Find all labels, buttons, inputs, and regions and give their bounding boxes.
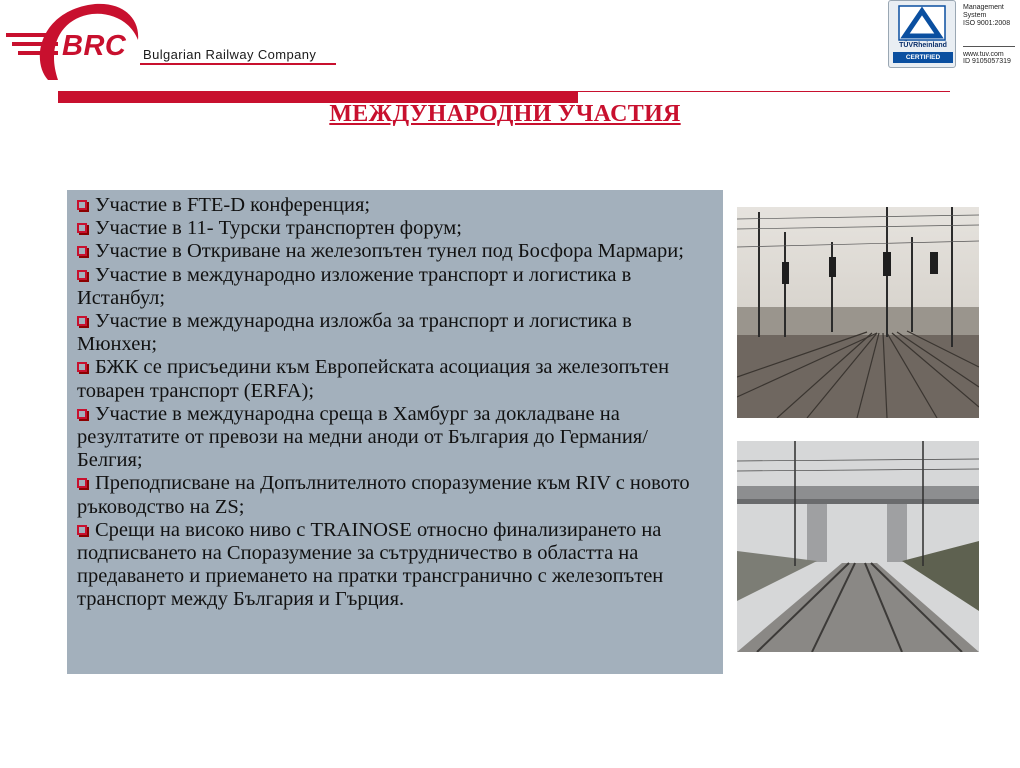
checkbox-bullet-icon <box>77 525 87 535</box>
cert-id: ID 9105057319 <box>963 58 1011 65</box>
list-item-text: Преподписване на Допълнителното споразумение към RIV с новото ръководство на ZS; <box>77 472 690 518</box>
cert-divider <box>963 46 1015 47</box>
list-item <box>77 217 713 240</box>
cert-line-2: System <box>963 12 987 19</box>
list-item <box>77 356 713 402</box>
header-divider-thin <box>578 91 950 92</box>
checkbox-bullet-icon <box>77 478 87 488</box>
list-item <box>77 194 713 217</box>
content-panel <box>67 190 723 674</box>
brc-logo <box>0 0 345 88</box>
list-item <box>77 240 713 263</box>
cert-line-1: Management <box>963 4 1004 11</box>
list-item-text: Участие в международно изложение транспорт и логистика в Истанбул; <box>77 263 632 309</box>
list-item <box>77 264 713 310</box>
list-item-text: Участие в FTE-D конференция; <box>95 194 371 216</box>
brc-swoosh-icon <box>0 0 345 88</box>
logo-wordmark: BRC <box>62 30 127 62</box>
cert-certified-label: CERTIFIED <box>893 52 953 63</box>
list-item <box>77 403 713 473</box>
checkbox-bullet-icon <box>77 362 87 372</box>
list-item <box>77 310 713 356</box>
list-item <box>77 519 713 612</box>
checkbox-bullet-icon <box>77 270 87 280</box>
cert-url: www.tuv.com <box>963 51 1004 58</box>
list-item-text: Участие в 11- Турски транспортен форум; <box>95 217 462 240</box>
cert-line-3: ISO 9001:2008 <box>963 20 1011 27</box>
certification-badge <box>888 0 1020 70</box>
checkbox-bullet-icon <box>77 409 87 419</box>
checkbox-bullet-icon <box>77 246 87 256</box>
page-title: МЕЖДУНАРОДНИ УЧАСТИЯ <box>329 101 681 127</box>
list-item-text: Срещи на високо ниво с TRAINOSE относно финализирането на подписването на Споразумение за сътрудничество в областта на предаването и приемането на пратки трансгранично с железопътен транспорт между България и Гърция. <box>77 518 664 611</box>
participation-list <box>77 194 713 612</box>
company-name: Bulgarian Railway Company <box>143 47 317 62</box>
checkbox-bullet-icon <box>77 223 87 233</box>
checkbox-bullet-icon <box>77 200 87 210</box>
list-item <box>77 472 713 518</box>
list-item-text: Участие в международна среща в Хамбург за докладване на резултатите от превози на медни аноди от България до Германия/Белгия; <box>77 402 648 472</box>
tuv-badge <box>888 0 956 68</box>
cert-brand: TÜVRheinland <box>899 42 947 49</box>
list-item-text: Участие в Откриване на железопътен тунел под Босфора Мармари; <box>95 240 684 263</box>
list-item-text: Участие в международна изложба за транспорт и логистика в Мюнхен; <box>77 310 632 356</box>
rail-yard-photo <box>737 207 979 418</box>
rail-bridge-photo <box>737 441 979 652</box>
list-item-text: БЖК се присъедини към Европейската асоциация за железопътен товарен транспорт (ERFA); <box>77 356 670 402</box>
checkbox-bullet-icon <box>77 316 87 326</box>
